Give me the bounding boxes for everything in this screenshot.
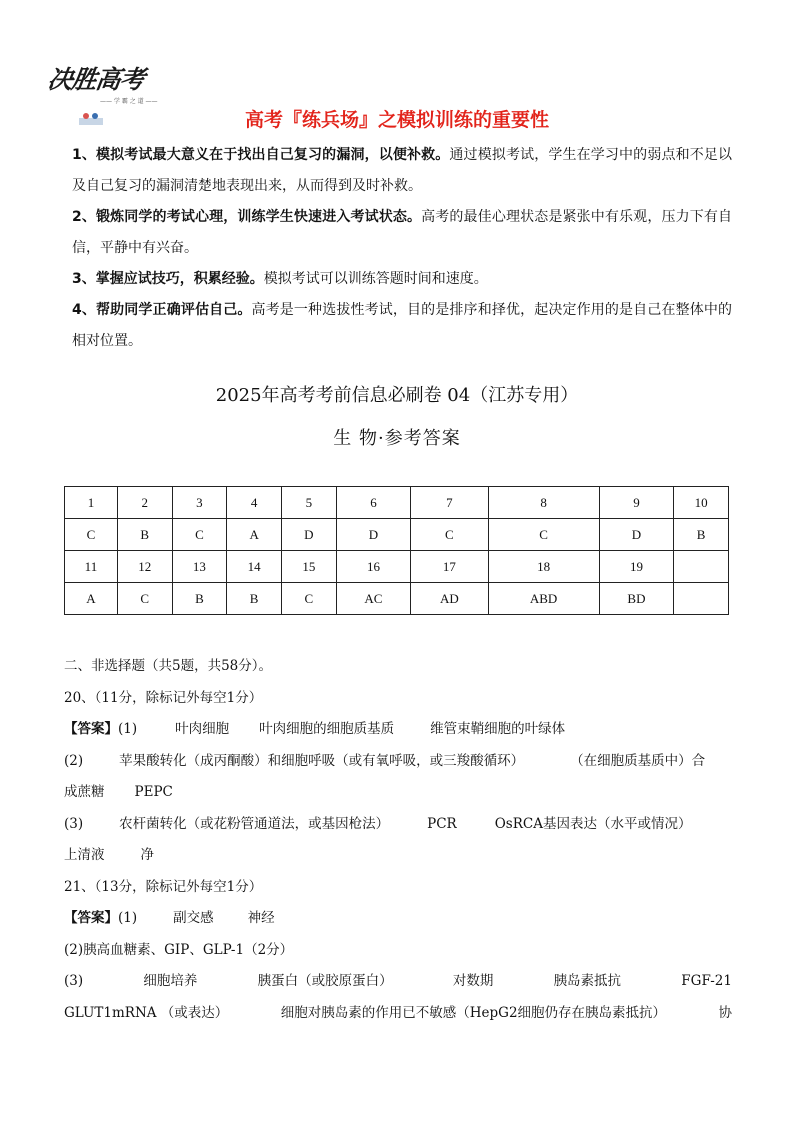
answer-item: 苹果酸转化（成丙酮酸）和细胞呼吸（或有氧呼吸，或三羧酸循环）: [119, 752, 525, 769]
intro-bold: 3、掌握应试技巧，积累经验。: [72, 271, 264, 287]
intro-section: [72, 140, 732, 357]
answer-item: 细胞对胰岛素的作用已不敏感（HepG2细胞仍存在胰岛素抵抗）: [280, 1004, 667, 1021]
answer-cell: A: [227, 519, 282, 551]
q21-line-3: [64, 966, 732, 998]
question-number-cell: 4: [227, 487, 282, 519]
answer-item: 神经: [247, 910, 275, 926]
answer-item: GLUT1mRNA （或表达）: [64, 1004, 229, 1021]
answer-item: (1): [118, 721, 138, 737]
question-number-cell: 13: [172, 551, 227, 583]
q21-line-4: [64, 998, 732, 1030]
answer-item: (2): [64, 752, 84, 769]
q20-line-4: [64, 809, 732, 841]
question-number-cell: 17: [411, 551, 488, 583]
answer-item: 净: [140, 847, 154, 863]
answer-item: （在细胞质基质中）合: [570, 752, 706, 769]
answer-item: 协: [718, 1004, 732, 1021]
answer-cell: C: [117, 583, 172, 615]
question-number-cell: [674, 551, 729, 583]
question-number-row: [65, 487, 729, 519]
question-number-cell: 16: [336, 551, 411, 583]
question-number-cell: 11: [65, 551, 118, 583]
q20-header: 20、（11分，除标记外每空1分）: [64, 689, 263, 706]
question-number-cell: 7: [411, 487, 488, 519]
answer-cell: C: [281, 583, 336, 615]
intro-paragraph: [72, 140, 732, 202]
answer-cell: B: [227, 583, 282, 615]
question-number-cell: 6: [336, 487, 411, 519]
answer-item: 对数期: [452, 973, 494, 989]
answer-cell: C: [488, 519, 599, 551]
answer-cell: B: [172, 583, 227, 615]
section-heading: 二、非选择题（共5题，共58分）。: [64, 658, 273, 674]
headline: 高考『练兵场』之模拟训练的重要性: [244, 109, 549, 131]
question-number-cell: 12: [117, 551, 172, 583]
question-number-cell: 5: [281, 487, 336, 519]
answer-cell: C: [411, 519, 488, 551]
answer-item: 上清液: [64, 847, 105, 863]
answer-item: 叶肉细胞: [175, 721, 230, 737]
non-choice-section: [64, 651, 732, 1029]
intro-paragraph: [72, 295, 732, 357]
question-number-cell: 2: [117, 487, 172, 519]
answer-item: 细胞培养: [143, 973, 198, 989]
answer-cell: BD: [599, 583, 674, 615]
logo-subtitle: —— 学 霸 之 道 ——: [100, 98, 158, 105]
logo-text: 决胜高考: [45, 65, 146, 94]
question-number-cell: 14: [227, 551, 282, 583]
intro-paragraph: [72, 264, 732, 295]
intro-bold: 2、锻炼同学的考试心理，训练学生快速进入考试状态。: [72, 209, 422, 225]
question-number-cell: 19: [599, 551, 674, 583]
answer-cell: D: [336, 519, 411, 551]
intro-text: 通过模拟考试，学生在学习中的弱点和不足以及自己复习的漏洞清楚地表现出来，从而得到及时补救。: [72, 147, 733, 194]
question-number-cell: 3: [172, 487, 227, 519]
answer-item: (1): [118, 910, 138, 926]
answer-cell: [674, 583, 729, 615]
answer-cell: A: [65, 583, 118, 615]
q21-header: 21、（13分，除标记外每空1分）: [64, 878, 263, 895]
q20-line-2: [64, 746, 732, 778]
intro-text: 模拟考试可以训练答题时间和速度。: [263, 271, 488, 287]
intro-bold: 4、帮助同学正确评估自己。: [72, 302, 252, 318]
answer-item: 胰蛋白（或胶原蛋白）: [257, 973, 393, 989]
question-number-cell: 18: [488, 551, 599, 583]
answer-cell: C: [65, 519, 118, 551]
answer-item: 维管束鞘细胞的叶绿体: [430, 721, 566, 737]
answer-row: [65, 583, 729, 615]
answer-cell: D: [281, 519, 336, 551]
answer-item: 胰岛素抵抗: [553, 973, 622, 989]
answer-row: [65, 519, 729, 551]
q21-line-2: (2)胰高血糖素、GIP、GLP-1（2分）: [64, 941, 294, 958]
document-subtitle: 生 物·参考答案: [333, 428, 461, 449]
answer-label: 【答案】: [64, 910, 118, 926]
question-number-cell: 8: [488, 487, 599, 519]
answer-item: PCR: [427, 815, 457, 832]
answer-cell: C: [172, 519, 227, 551]
answer-label: 【答案】: [64, 721, 118, 737]
q21-line-1: [64, 903, 732, 935]
q20-line-5: [64, 840, 732, 872]
intro-text: 高考是一种选拔性考试，目的是排序和择优，起决定作用的是自己在整体中的相对位置。: [72, 302, 732, 349]
answer-item: (3): [64, 973, 84, 989]
answer-item: (3): [64, 815, 84, 832]
answer-cell: B: [674, 519, 729, 551]
answer-item: 成蔗糖: [64, 784, 105, 800]
question-number-cell: 1: [65, 487, 118, 519]
question-number-cell: 9: [599, 487, 674, 519]
answer-table: [64, 486, 729, 615]
question-number-row: [65, 551, 729, 583]
answer-cell: D: [599, 519, 674, 551]
answer-item: 农杆菌转化（或花粉管通道法，或基因枪法）: [119, 815, 390, 832]
document-title: 2025年高考考前信息必刷卷 04（江苏专用）: [215, 385, 579, 406]
q20-line-3: [64, 777, 732, 809]
question-number-cell: 15: [281, 551, 336, 583]
answer-item: 叶肉细胞的细胞质基质: [259, 721, 395, 737]
question-number-cell: 10: [674, 487, 729, 519]
answer-cell: AD: [411, 583, 488, 615]
answer-item: 副交感: [173, 910, 214, 926]
answer-cell: B: [117, 519, 172, 551]
answer-item: OsRCA基因表达（水平或情况）: [494, 815, 692, 832]
answer-cell: ABD: [488, 583, 599, 615]
intro-text: 高考的最佳心理状态是紧张中有乐观，压力下有自信，平静中有兴奋。: [72, 209, 732, 256]
answer-cell: AC: [336, 583, 411, 615]
intro-bold: 1、模拟考试最大意义在于找出自己复习的漏洞，以便补救。: [72, 147, 450, 163]
q20-line-1: [64, 714, 732, 746]
answer-item: PEPC: [134, 784, 173, 800]
answer-item: FGF-21: [681, 973, 732, 989]
intro-paragraph: [72, 202, 732, 264]
